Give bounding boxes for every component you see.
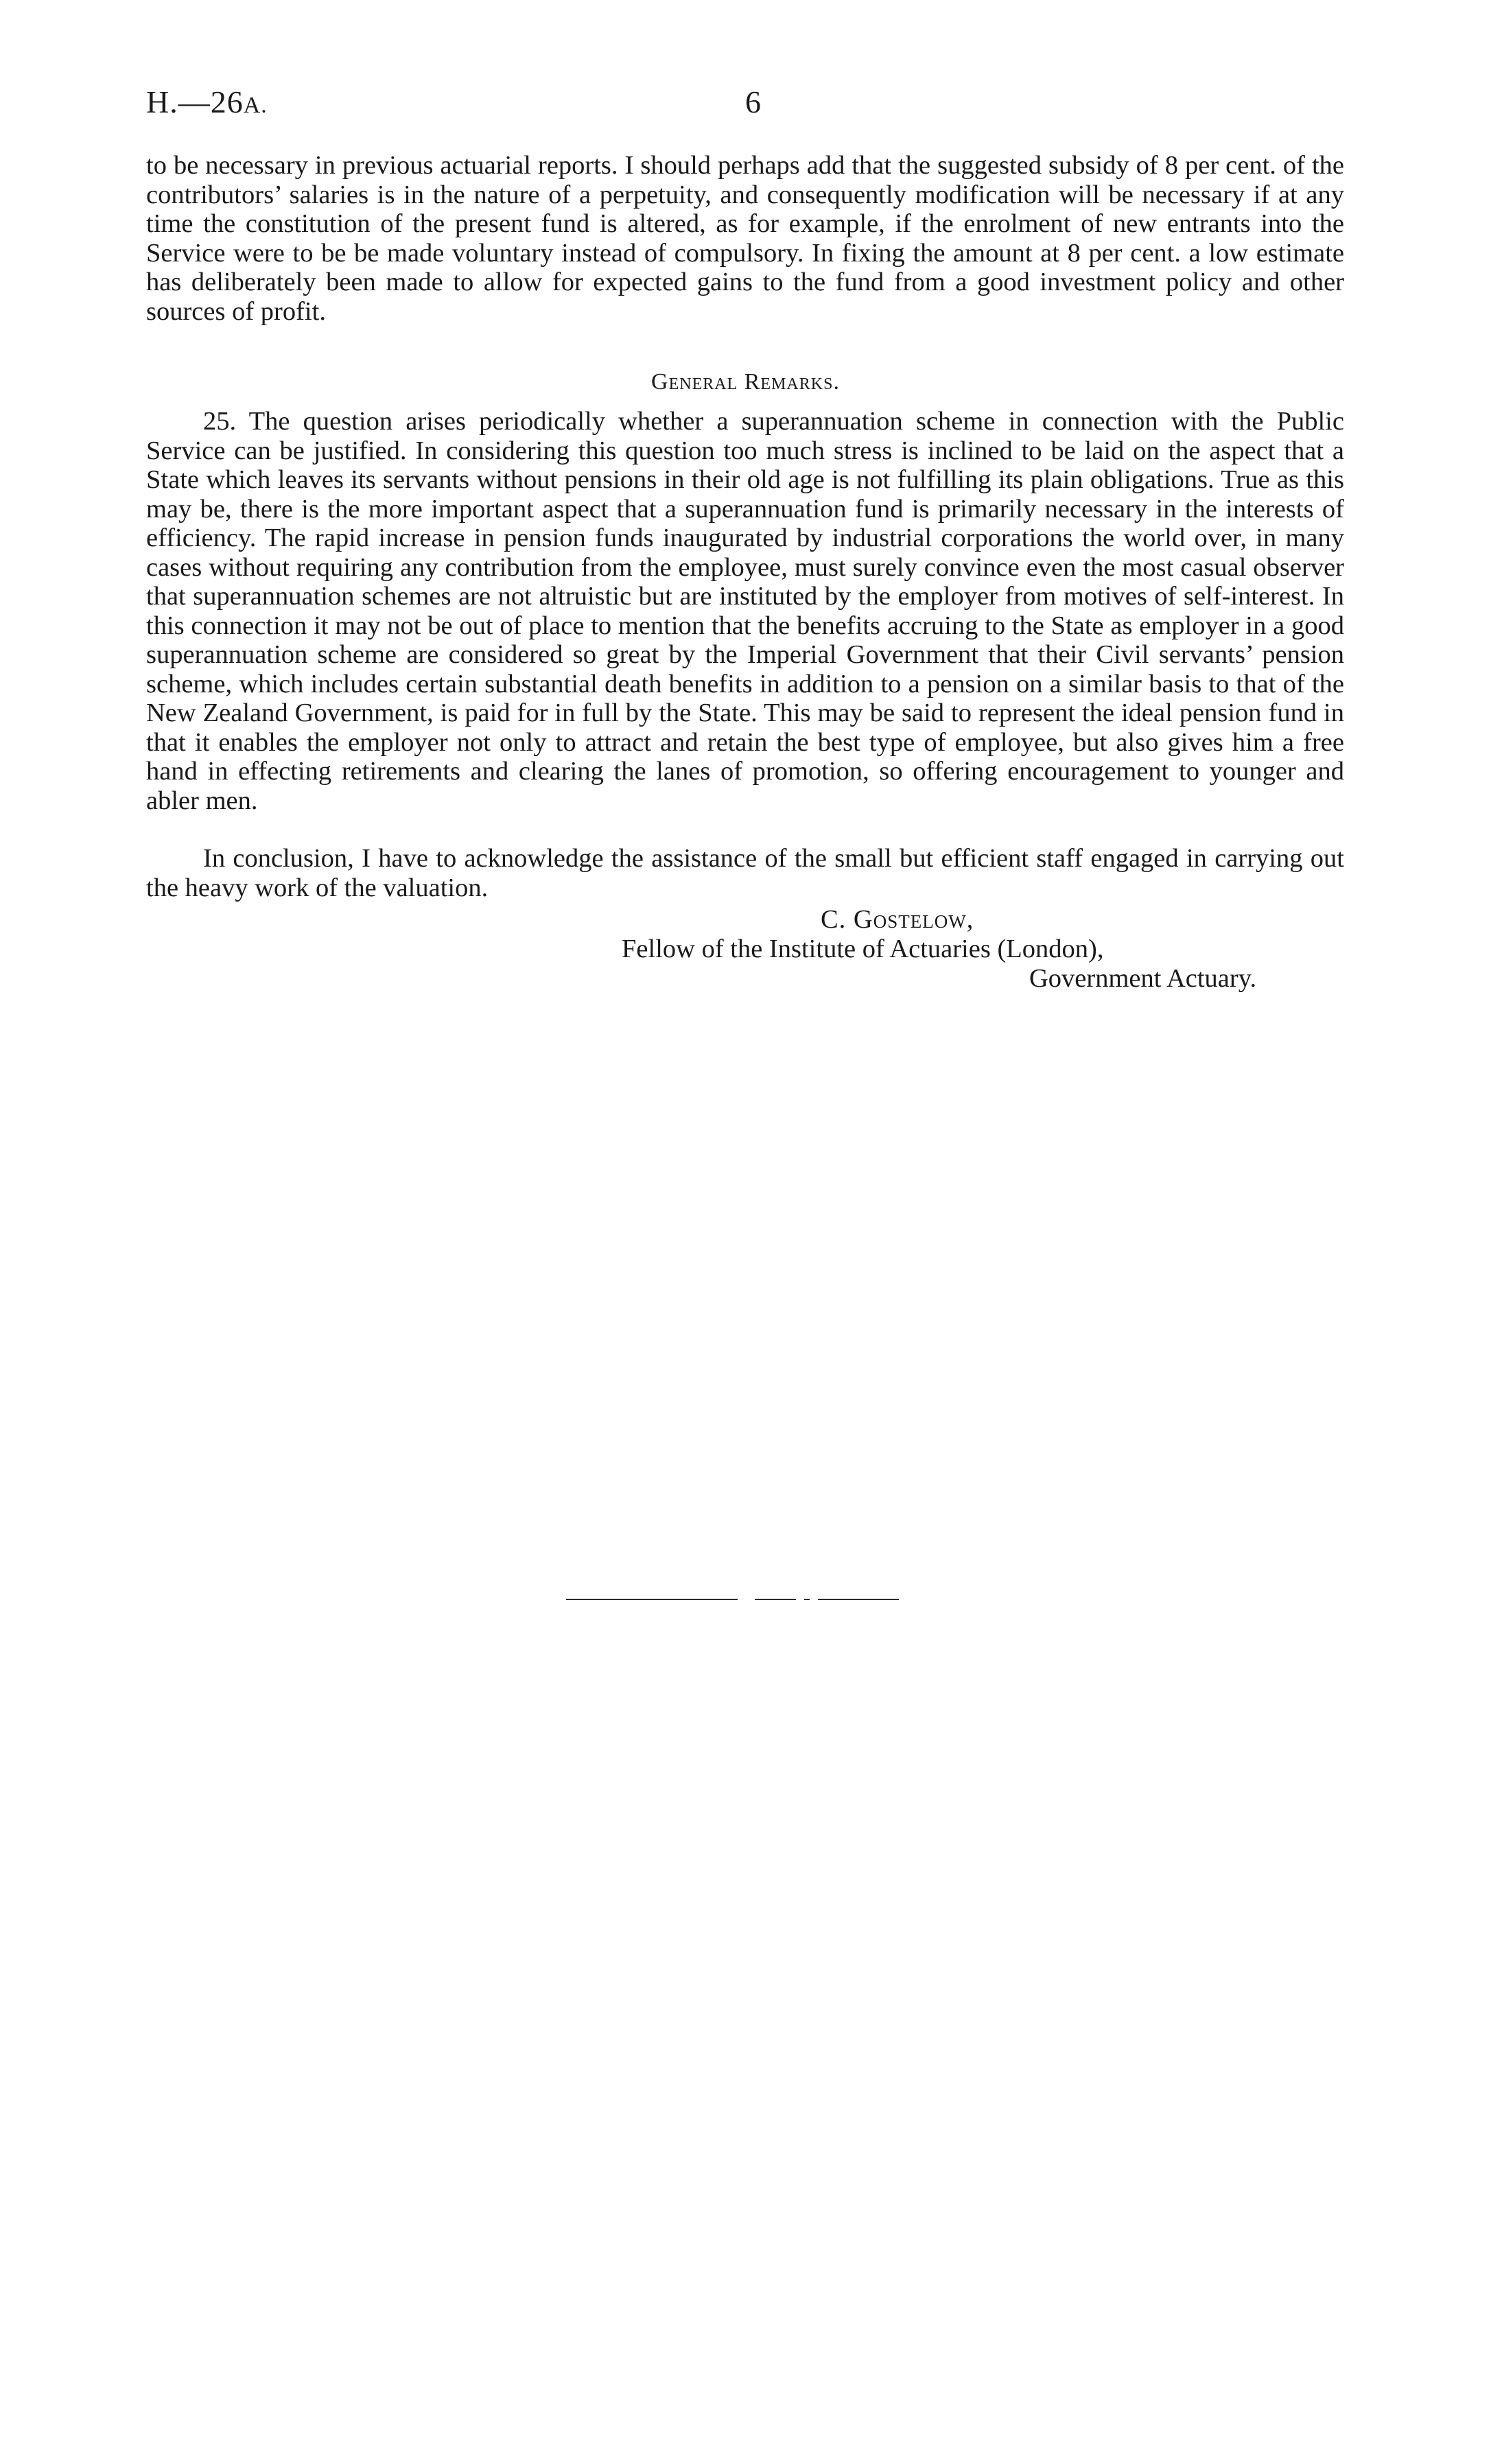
- closing-rule-segment: [804, 1599, 810, 1600]
- closing-rule-segment: [755, 1599, 796, 1600]
- closing-rule-segment: [566, 1599, 738, 1600]
- signature-name: C. Gostelow,: [821, 905, 974, 934]
- signature-office: Government Actuary.: [1029, 964, 1257, 993]
- page-number: 6: [745, 84, 761, 119]
- document-reference-main: H.—26: [146, 84, 244, 119]
- paragraph-conclusion: In conclusion, I have to acknowledge the assistance of the small but efficient staff engaged in carrying out the heavy work of the valuation.: [146, 844, 1344, 902]
- document-reference-suffix: A.: [243, 93, 268, 118]
- paragraph-25: 25. The question arises periodically whether a superannuation scheme in connection with the Public Service can be justified. In considering this question too much stress is inclined to be laid on the aspect that a State which leaves its servants without pensions in their old age is not fulfilling its plain obligations. True as this may be, there is the more important aspect that a superannuation fund is primarily necessary in the interests of efficiency. The rapid increase in pension funds inaugurated by industrial corporations the world over, in many cases without requiring any contribution from the employee, must surely convince even the most casual observer that superannuation schemes are not altruistic but are instituted by the employer from motives of self-interest. In this connection it may not be out of place to mention that the benefits accruing to the State as employer in a good superannuation scheme are considered so great by the Imperial Government that their Civil servants’ pension scheme, which includes certain substantial death benefits in addition to a pension on a similar basis to that of the New Zealand Government, is paid for in full by the State. This may be said to represent the ideal pension fund in that it enables the employer not only to attract and retain the best type of employee, but also gives him a free hand in effecting retirements and clearing the lanes of promotion, so offering encouragement to younger and abler men.: [146, 407, 1344, 815]
- document-reference: [146, 84, 268, 120]
- section-heading-general-remarks: General Remarks.: [651, 369, 840, 395]
- paragraph-continuation: to be necessary in previous actuarial reports. I should perhaps add that the suggested subsidy of 8 per cent. of the contributors’ salaries is in the nature of a perpetuity, and consequently modification will be necessary if at any time the constitution of the present fund is altered, as for example, if the enrolment of new entrants into the Service were to be be made voluntary instead of compulsory. In fixing the amount at 8 per cent. a low estimate has deliberately been made to allow for expected gains to the fund from a good investment policy and other sources of profit.: [146, 151, 1344, 326]
- signature-qualification: Fellow of the Institute of Actuaries (London),: [622, 935, 1104, 963]
- closing-rule-segment: [818, 1599, 899, 1600]
